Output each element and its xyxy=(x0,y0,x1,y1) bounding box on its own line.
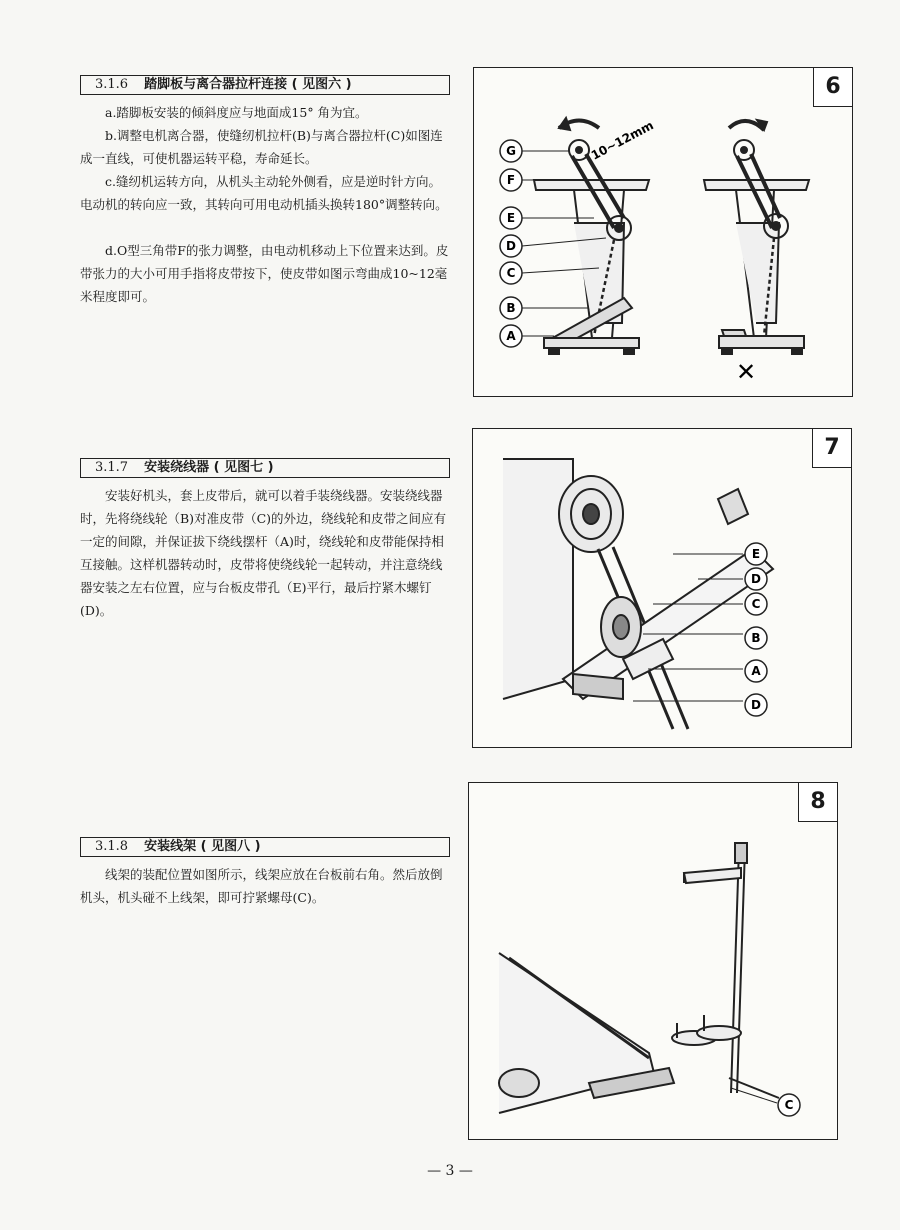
figure-8-drawing xyxy=(469,783,839,1141)
paragraph: 安装好机头，套上皮带后，就可以着手装绕线器。安装绕线器时，先将绕线轮（B)对准皮带（C)的外边，绕线轮和皮带之间应有一定的间隙，并保证拔下绕线摆杆（A)时，绕线轮和皮带能保持相互接触。这样机器转动时，皮带将使绕线轮一起转动，并注意绕线器安装之左右位置，应与台板皮带孔（E)平行，最后拧紧木螺钉(D)。 xyxy=(80,488,447,618)
paragraph: 线架的装配位置如图所示，线架应放在台板前右角。然后放倒机头，机头碰不上线架，即可拧紧螺母(C)。 xyxy=(80,867,443,905)
callout-e: E xyxy=(506,211,516,225)
section-title: 安装绕线器 ( 见图七 ) xyxy=(144,460,274,475)
section-number: 3.1.6 xyxy=(95,77,129,92)
callout-c: C xyxy=(506,266,516,280)
paragraph: a.踏脚板安装的倾斜度应与地面成15° 角为宜。 xyxy=(105,105,368,120)
callout-a: A xyxy=(506,329,516,343)
callout-f: F xyxy=(506,173,516,187)
callout-b: B xyxy=(751,631,761,645)
callout-e: E xyxy=(751,547,761,561)
dimension-label: 10~12mm xyxy=(588,118,656,163)
figure-8 xyxy=(468,782,838,1140)
section-header-3-1-8 xyxy=(80,837,450,857)
figure-number: 6 xyxy=(813,67,853,107)
wrong-mark-icon: ✕ xyxy=(736,358,757,386)
figure-number: 7 xyxy=(812,428,852,468)
callout-g: G xyxy=(506,144,516,158)
section-number: 3.1.7 xyxy=(95,460,129,475)
callout-d: D xyxy=(506,239,516,253)
callout-d-2: D xyxy=(751,698,761,712)
figure-7-drawing xyxy=(473,429,853,749)
page-number: — 3 — xyxy=(427,1163,473,1179)
figure-6-drawing xyxy=(474,68,854,398)
section-header-3-1-7 xyxy=(80,458,450,478)
section-title: 踏脚板与离合器拉杆连接 ( 见图六 ) xyxy=(144,77,352,92)
callout-c: C xyxy=(784,1098,794,1112)
paragraph: b.调整电机离合器，使缝纫机拉杆(B)与离合器拉杆(C)如图连成一直线，可使机器运转平稳，寿命延长。 xyxy=(80,128,443,166)
callout-c: C xyxy=(751,597,761,611)
callout-b: B xyxy=(506,301,516,315)
callout-a: A xyxy=(751,664,761,678)
callout-d: D xyxy=(751,572,761,586)
figure-number: 8 xyxy=(798,782,838,822)
paragraph: c.缝纫机运转方向，从机头主动轮外侧看，应是逆时针方向。电动机的转向应一致，其转向可用电动机插头换转180°调整转向。 xyxy=(80,174,448,212)
section-number: 3.1.8 xyxy=(95,839,129,854)
paragraph: d.O型三角带F的张力调整，由电动机移动上下位置来达到。皮带张力的大小可用手指将皮带按下，使皮带如图示弯曲成10~12毫米程度即可。 xyxy=(80,243,449,304)
figure-7 xyxy=(472,428,852,748)
figure-6 xyxy=(473,67,853,397)
section-header-3-1-6 xyxy=(80,75,450,95)
section-title: 安装线架 ( 见图八 ) xyxy=(144,839,261,854)
